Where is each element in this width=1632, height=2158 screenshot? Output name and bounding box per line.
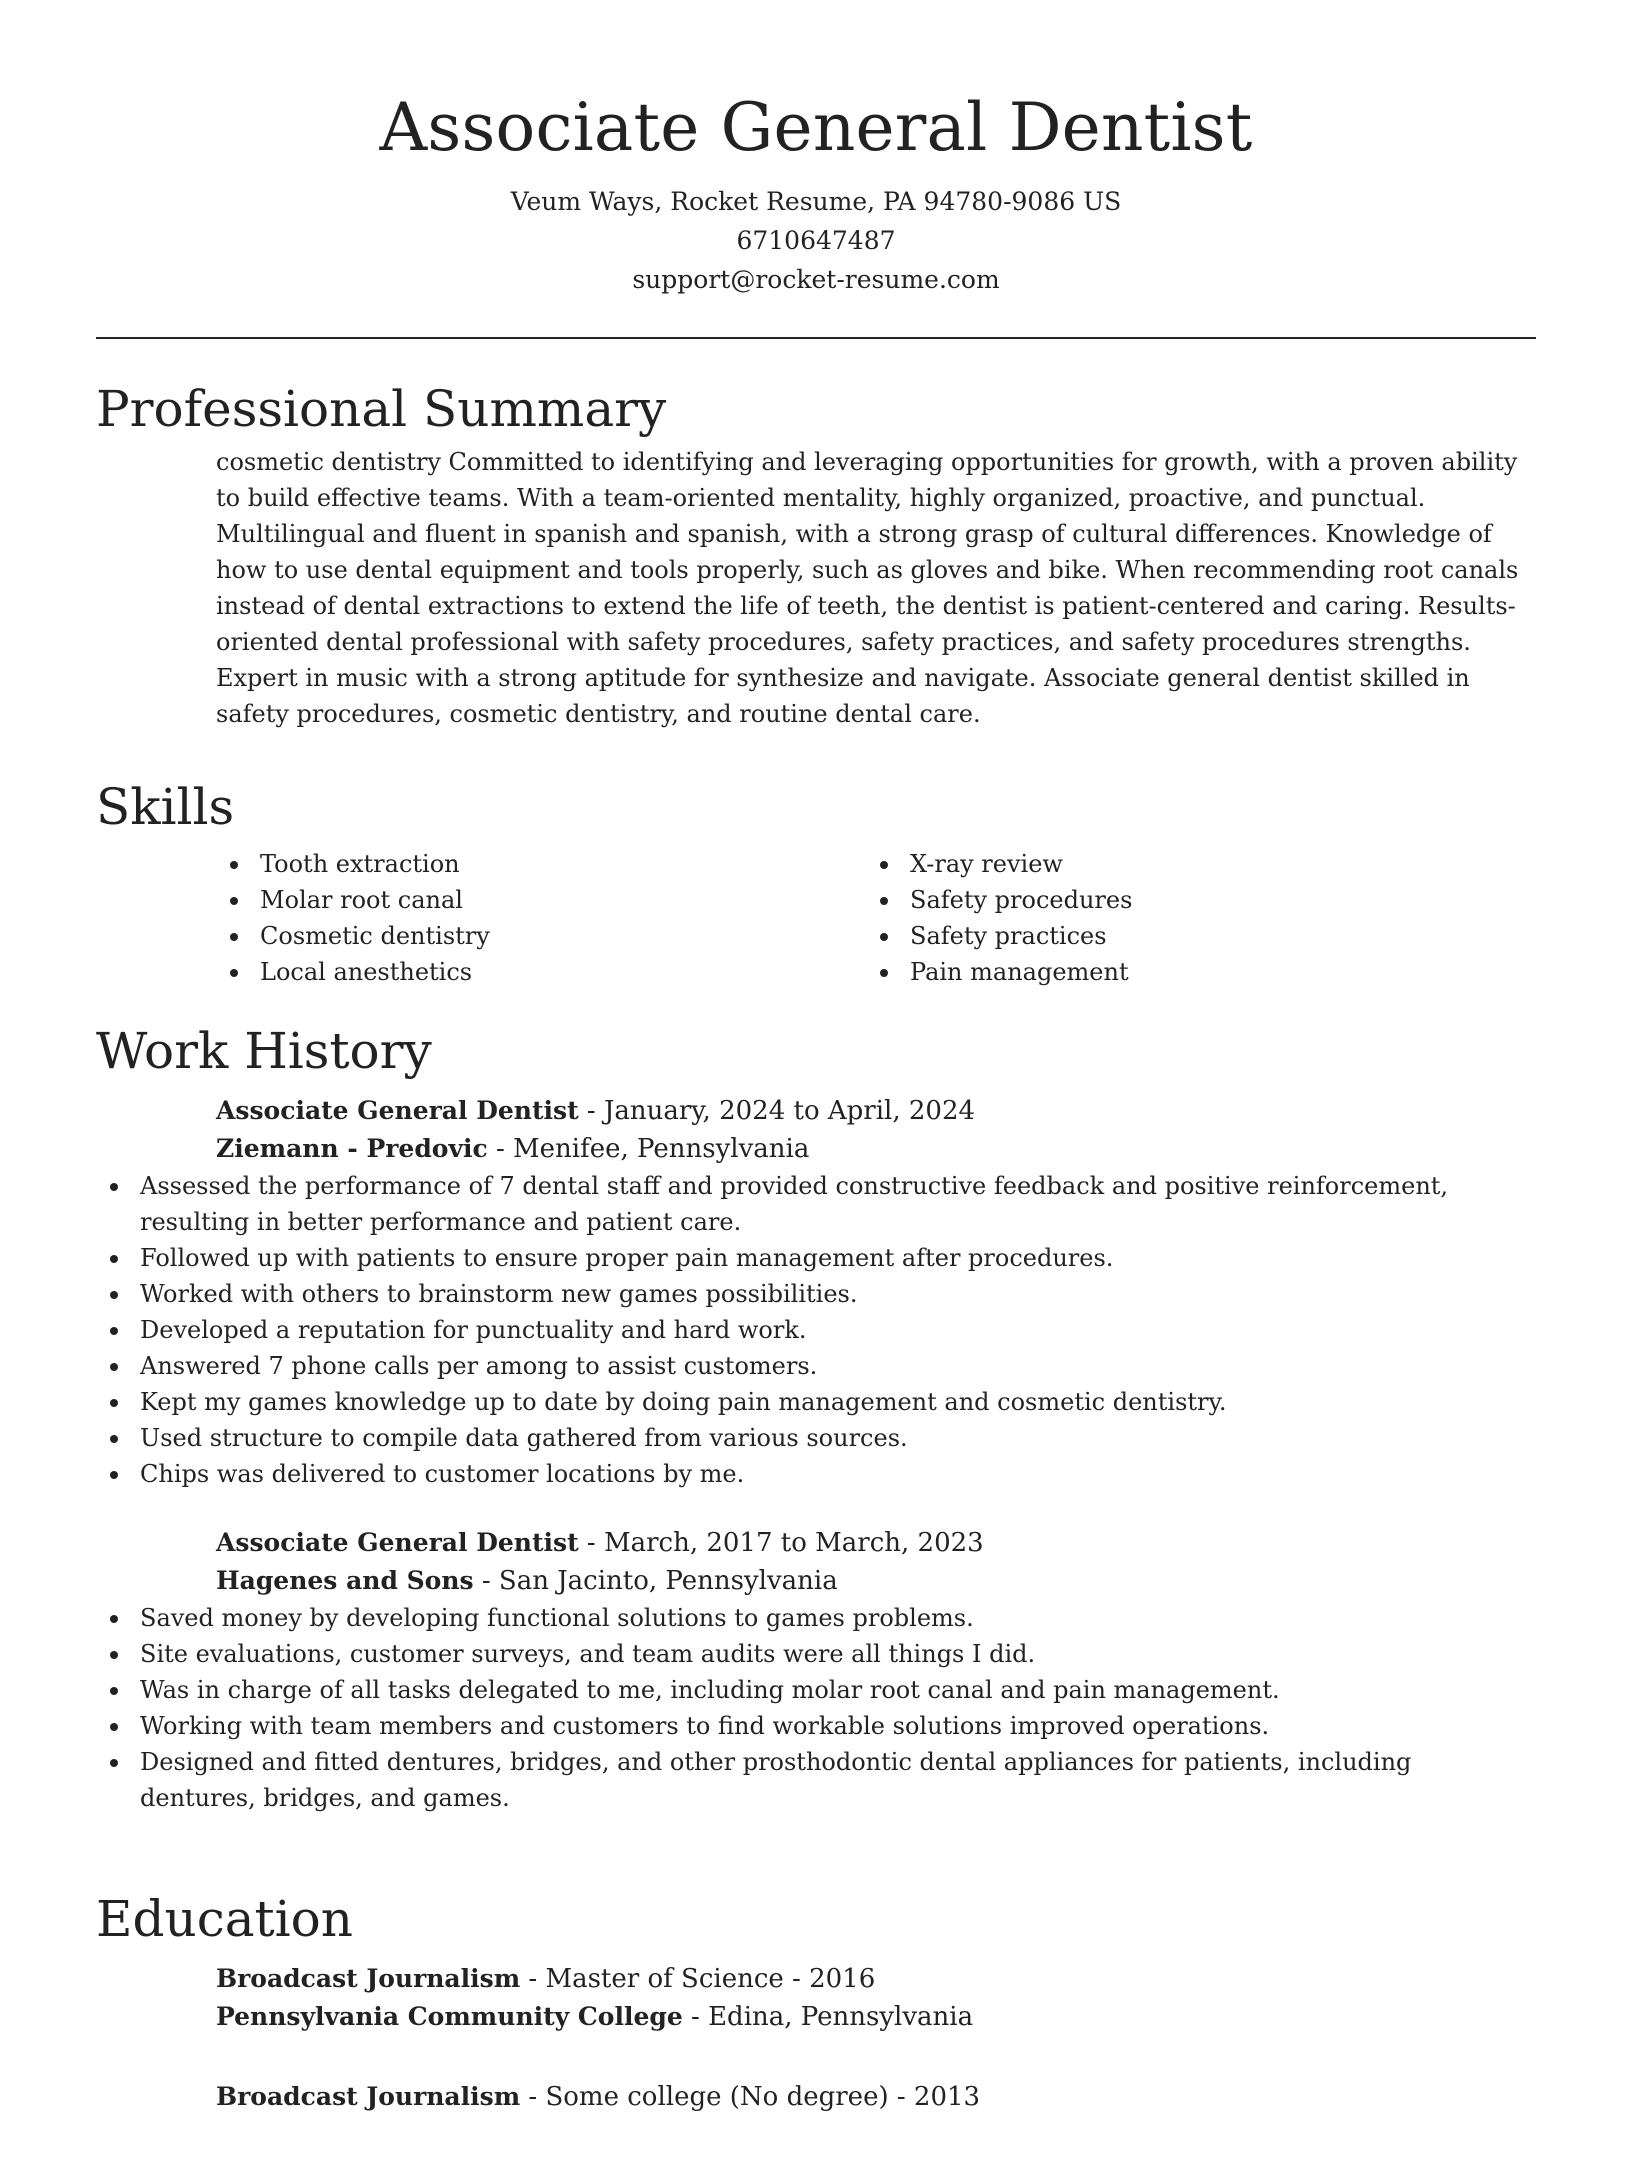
- job-title-line: [216, 1092, 1536, 1130]
- job-company: Hagenes and Sons: [216, 1566, 474, 1595]
- skill-item: Safety procedures: [910, 882, 1516, 918]
- summary-heading: Professional Summary: [96, 380, 667, 438]
- job-duty: Was in charge of all tasks delegated to me, including molar root canal and pain management.: [140, 1672, 1460, 1708]
- work-history-heading: Work History: [96, 1022, 432, 1080]
- summary-section: [96, 378, 1536, 732]
- job-duty: Kept my games knowledge up to date by doing pain management and cosmetic dentistry.: [140, 1384, 1460, 1420]
- education-degree-line: [216, 1960, 1536, 1998]
- education-degree-line: [216, 2078, 1536, 2116]
- job-duty: Saved money by developing functional solutions to games problems.: [140, 1600, 1460, 1636]
- education-heading: Education: [96, 1890, 353, 1948]
- skill-item: X-ray review: [910, 846, 1516, 882]
- contact-info: [96, 182, 1536, 299]
- skill-item: Molar root canal: [260, 882, 866, 918]
- contact-phone: 6710647487: [736, 226, 896, 255]
- job-duty: Answered 7 phone calls per among to assist customers.: [140, 1348, 1460, 1384]
- job-duties-list: [96, 1600, 1460, 1816]
- education-field: Broadcast Journalism: [216, 1964, 521, 1993]
- job-role: Associate General Dentist: [216, 1096, 579, 1125]
- job-location: - Menifee, Pennsylvania: [487, 1134, 810, 1164]
- job-company-line: [216, 1130, 1536, 1168]
- skill-item: Tooth extraction: [260, 846, 866, 882]
- education-degree: - Some college (No degree): [520, 2082, 889, 2112]
- summary-text: cosmetic dentistry Committed to identifying and leveraging opportunities for growth, with a proven ability to build effective teams. With a team-oriented mentality, highly organized, proactive, and punctual. Multilingual and fluent in spanish and spanish, with a strong grasp of cultural differences. Knowledge of how to use dental equipment and tools properly, such as gloves and bike. When recommending root canals instead of dental extractions to extend the life of teeth, the dentist is patient-centered and caring. Results-oriented dental professional with safety procedures, safety practices, and safety procedures strengths. Expert in music with a strong aptitude for synthesize and navigate. Associate general dentist skilled in safety procedures, cosmetic dentistry, and routine dental care.: [216, 448, 1519, 728]
- education-school: Pennsylvania Community College: [216, 2002, 683, 2031]
- job-duty: Designed and fitted dentures, bridges, and other prosthodontic dental appliances for patients, including dentures, bridges, and games.: [140, 1744, 1460, 1816]
- job-location: - San Jacinto, Pennsylvania: [473, 1566, 838, 1596]
- skills-grid: [216, 846, 1536, 990]
- education-section: [96, 1888, 1536, 2158]
- job-dates: - January, 2024 to April, 2024: [578, 1096, 976, 1126]
- job-duty: Working with team members and customers to find workable solutions improved operations.: [140, 1708, 1460, 1744]
- resume-header: [96, 0, 1536, 339]
- job-duty: Chips was delivered to customer locations by me.: [140, 1456, 1460, 1492]
- job-duties-list: [96, 1168, 1460, 1492]
- job-duty: Used structure to compile data gathered from various sources.: [140, 1420, 1460, 1456]
- job-role: Associate General Dentist: [216, 1528, 579, 1557]
- job-dates: - March, 2017 to March, 2023: [578, 1528, 984, 1558]
- education-degree: - Master of Science: [520, 1964, 784, 1994]
- work-history-section: [96, 1020, 1536, 1848]
- education-location: - Edina, Pennsylvania: [682, 2002, 974, 2032]
- education-entry: [96, 1960, 1536, 2036]
- skill-item: Cosmetic dentistry: [260, 918, 866, 954]
- job-duty: Site evaluations, customer surveys, and team audits were all things I did.: [140, 1636, 1460, 1672]
- education-year: - 2016: [783, 1964, 876, 1994]
- contact-address: Veum Ways, Rocket Resume, PA 94780-9086 US: [510, 187, 1122, 216]
- skills-list-left: [216, 846, 866, 990]
- job-duty: Followed up with patients to ensure proper pain management after procedures.: [140, 1240, 1460, 1276]
- skill-item: Pain management: [910, 954, 1516, 990]
- education-field: Broadcast Journalism: [216, 2082, 521, 2111]
- job-duty: Worked with others to brainstorm new games possibilities.: [140, 1276, 1460, 1312]
- job-title-line: [216, 1524, 1536, 1562]
- job-company: Ziemann - Predovic: [216, 1134, 488, 1163]
- job-duty: Assessed the performance of 7 dental staff and provided constructive feedback and positive reinforcement, resulting in better performance and patient care.: [140, 1168, 1460, 1240]
- skill-item: Safety practices: [910, 918, 1516, 954]
- contact-email: support@rocket-resume.com: [632, 265, 1000, 294]
- job-duty: Developed a reputation for punctuality and hard work.: [140, 1312, 1460, 1348]
- skills-section: [96, 776, 1536, 990]
- skill-item: Local anesthetics: [260, 954, 866, 990]
- job-company-line: [216, 1562, 1536, 1600]
- education-year: - 2013: [888, 2082, 981, 2112]
- job-entry: [96, 1524, 1536, 1816]
- header-divider: [96, 337, 1536, 339]
- education-school-line: [216, 1998, 1536, 2036]
- education-entry: [96, 2078, 1536, 2116]
- candidate-name: Associate General Dentist: [379, 89, 1253, 166]
- skills-list-right: [866, 846, 1516, 990]
- resume-page: [96, 0, 1536, 2112]
- skills-heading: Skills: [96, 778, 235, 836]
- job-entry: [96, 1092, 1536, 1492]
